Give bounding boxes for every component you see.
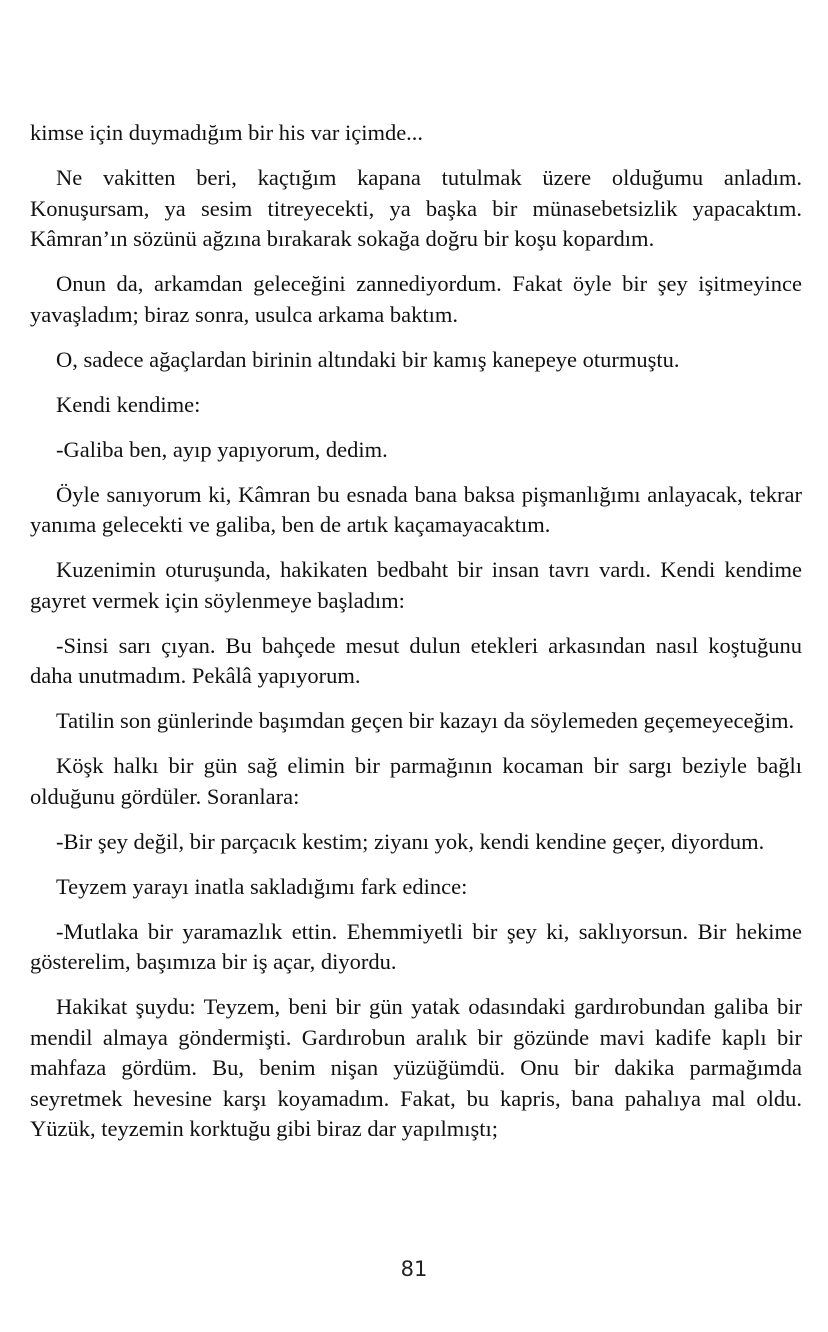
page-body [30,118,802,1159]
paragraph-10: Tatilin son günlerinde başımdan geçen bir kazayı da söylemeden geçemeyeceğim. [56,708,795,733]
paragraph-12: -Bir şey değil, bir parçacık kestim; ziyanı yok, kendi kendine geçer, diyordum. [56,828,765,854]
paragraph-11: Köşk halkı bir gün sağ elimin bir parmağının kocaman bir sargı beziyle bağlı olduğunu gördüler. Soranlara: [30,753,802,809]
paragraph-15: Hakikat şuydu: Teyzem, beni bir gün yatak odasındaki gardırobundan galiba bir mendil almaya göndermişti. Gardırobun aralık bir gözünde mavi kadife kaplı bir mahfaza gördüm. Bu, benim nişan yüzüğümdü. Onu bir dakika parmağımda seyretmek hevesine karşı koyamadım. Fakat, bu kapris, bana pahalıya mal oldu. Yüzük, teyzemin korktuğu gibi biraz dar yapılmıştı; [30,994,802,1141]
paragraph-3: Onun da, arkamdan geleceğini zannediyordum. Fakat öyle bir şey işitmeyince yavaşladım; biraz sonra, usulca arkama baktım. [30,271,802,327]
paragraph-9: -Sinsi sarı çıyan. Bu bahçede mesut dulun etekleri arkasından nasıl koştuğunu daha unutmadım. Pekâlâ yapıyorum. [30,632,802,688]
paragraph-7: Öyle sanıyorum ki, Kâmran bu esnada bana baksa pişmanlığımı anlayacak, tekrar yanıma gelecekti ve galiba, ben de artık kaçamayacaktım. [30,481,802,537]
paragraph-6: -Galiba ben, ayıp yapıyorum, dedim. [56,436,388,462]
paragraph-13: Teyzem yarayı inatla sakladığımı fark edince: [56,873,468,899]
paragraph-14: -Mutlaka bir yaramazlık ettin. Ehemmiyetli bir şey ki, saklıyorsun. Bir hekime gösterelim, başımıza bir iş açar, diyordu. [30,918,802,974]
paragraph-2: Ne vakitten beri, kaçtığım kapana tutulmak üzere olduğumu anladım. Konuşursam, ya sesim titreyecekti, ya başka bir münasebetsizlik yapacaktım. Kâmran’ın sözünü ağzına bırakarak sokağa doğru bir koşu kopardım. [30,165,802,251]
paragraph-4: O, sadece ağaçlardan birinin altındaki bir kamış kanepeye oturmuştu. [56,346,680,372]
paragraph-8: Kuzenimin oturuşunda, hakikaten bedbaht bir insan tavrı vardı. Kendi kendime gayret vermek için söylenmeye başladım: [30,557,802,613]
paragraph-5: Kendi kendime: [56,391,201,417]
paragraph-1: kimse için duymadığım bir his var içimde... [30,120,424,145]
page-number: 81 [400,1257,428,1281]
